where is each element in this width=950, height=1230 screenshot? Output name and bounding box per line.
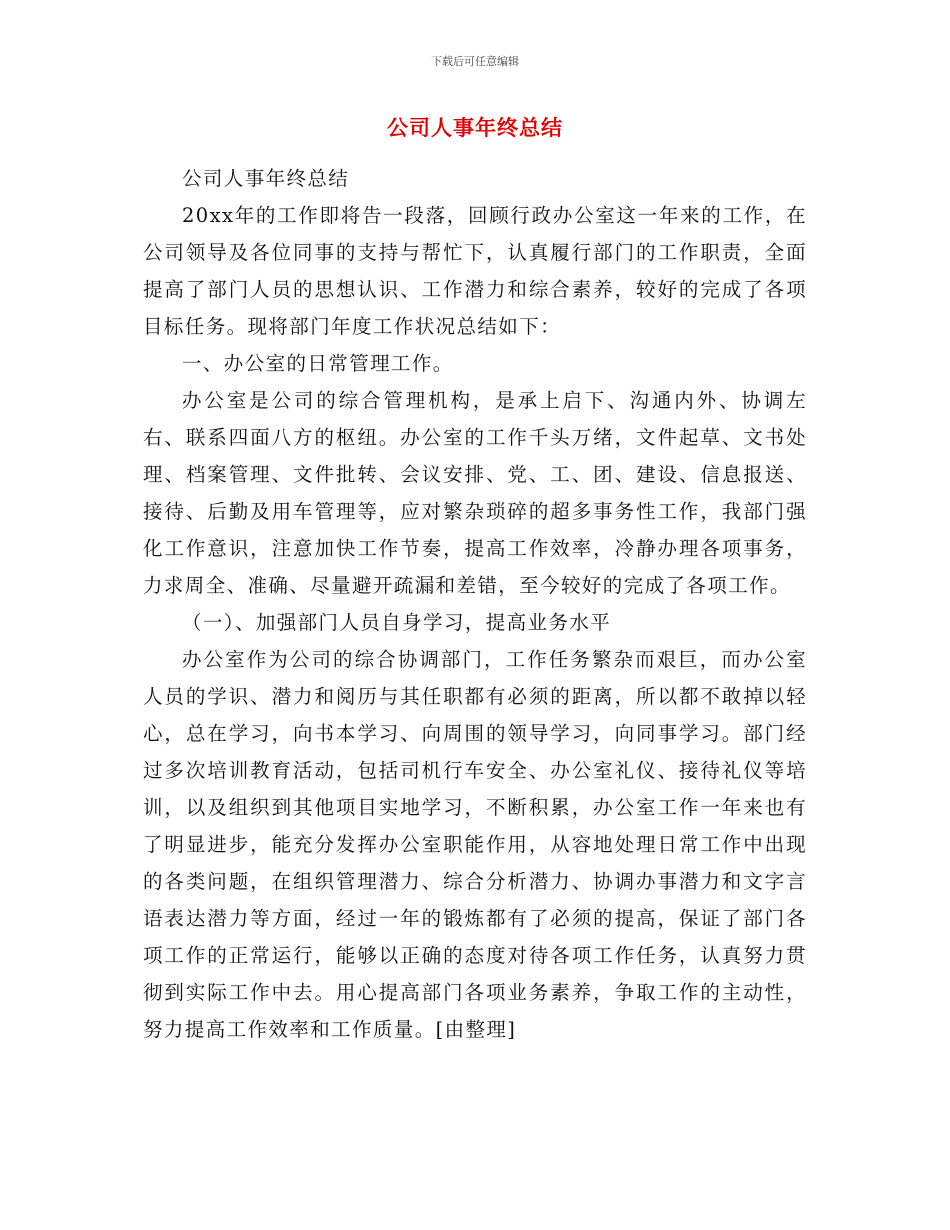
intro-paragraph: 20xx年的工作即将告一段落，回顾行政办公室这一年来的工作，在公司领导及各位同事的支持与帮忙下，认真履行部门的工作职责，全面提高了部门人员的思想认识、工作潜力和综合素养，较好的完成了各项目标任务。现将部门年度工作状况总结如下：	[143, 204, 807, 338]
body-paragraph: 办公室作为公司的综合协调部门，工作任务繁杂而艰巨，而办公室人员的学识、潜力和阅历与其任职都有必须的距离，所以都不敢掉以轻心，总在学习，向书本学习、向周围的领导学习，向同事学习。部门经过多次培训教育活动，包括司机行车安全、办公室礼仪、接待礼仪等培训，以及组织到其他项目实地学习，不断积累，办公室工作一年来也有了明显进步，能充分发挥办公室职能作用，从容地处理日常工作中出现的各类问题，在组织管理潜力、综合分析潜力、协调办事潜力和文字言语表达潜力等方面，经过一年的锻炼都有了必须的提高，保证了部门各项工作的正常运行，能够以正确的态度对待各项工作任务，认真努力贯彻到实际工作中去。用心提高部门各项业务素养，争取工作的主动性，努力提高工作效率和工作质量。[由整理]	[143, 648, 807, 1041]
document-title: 公司人事年终总结	[387, 116, 563, 140]
subtitle-paragraph: 公司人事年终总结	[182, 167, 350, 190]
section-heading-1: 一、办公室的日常管理工作。	[182, 352, 454, 375]
body-paragraph: 办公室是公司的综合管理机构，是承上启下、沟通内外、协调左右、联系四面八方的枢纽。办公室的工作千头万绪，文件起草、文书处理、档案管理、文件批转、会议安排、党、工、团、建设、信息报送、接待、后勤及用车管理等，应对繁杂琐碎的超多事务性工作，我部门强化工作意识，注意加快工作节奏，提高工作效率，冷静办理各项事务，力求周全、准确、尽量避开疏漏和差错，至今较好的完成了各项工作。	[143, 389, 807, 597]
subsection-heading-1: （一）、加强部门人员自身学习，提高业务水平	[182, 611, 612, 634]
header-note: 下载后可任意编辑	[431, 55, 519, 68]
document-body	[143, 160, 807, 1048]
